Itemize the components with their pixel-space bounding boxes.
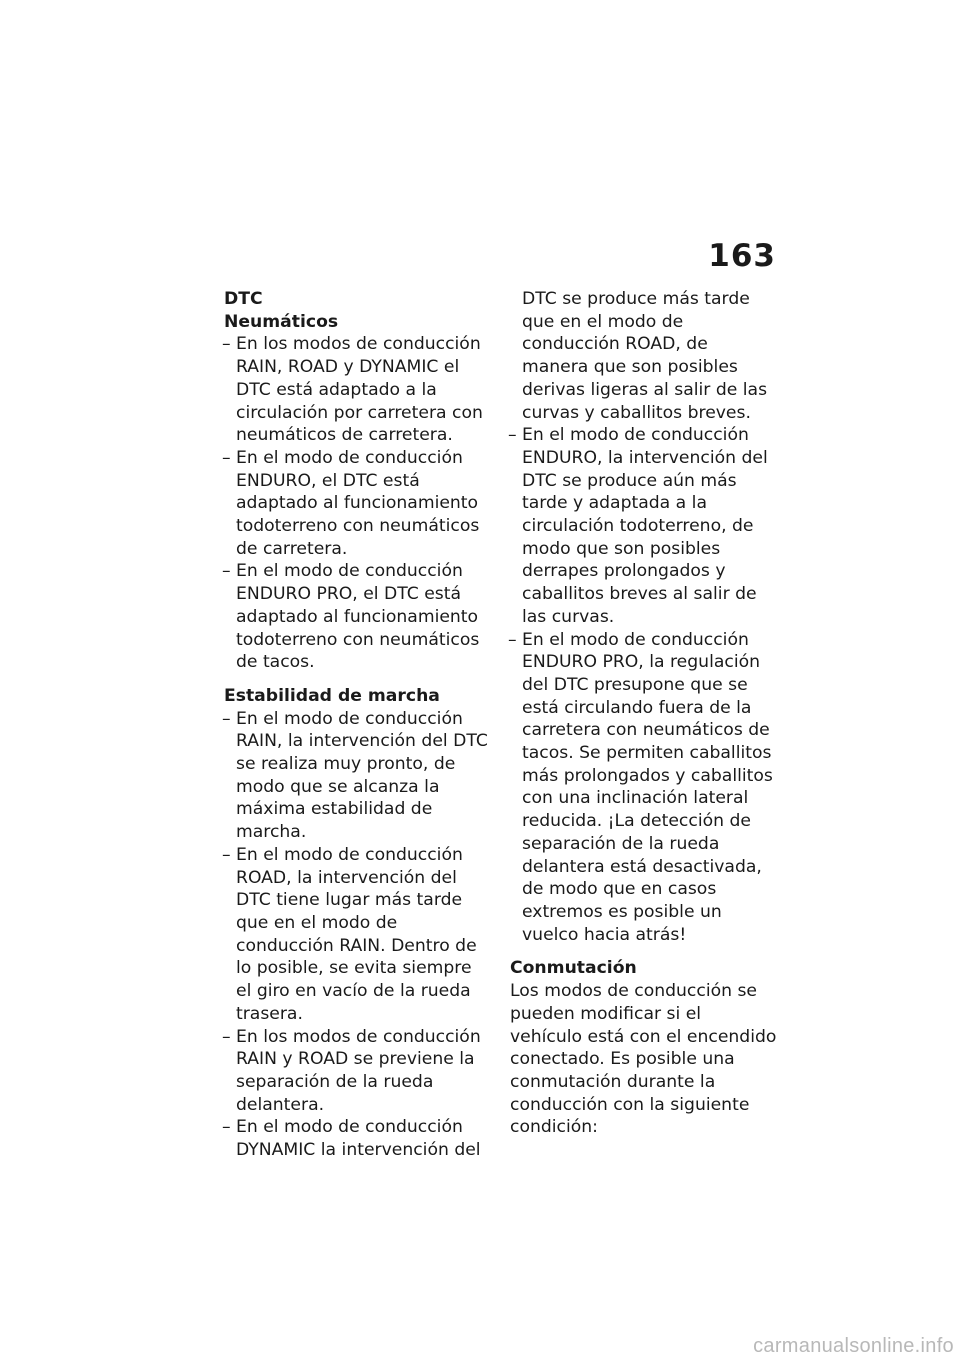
list-item-continued: DTC se produce más tarde que en el modo de conducción ROAD, de manera que son posibles derivas ligeras al salir de las curvas y caballitos breves. <box>522 289 768 423</box>
stability-list-continued <box>510 288 778 946</box>
list-item: – En el modo de conducción ROAD, la intervención del DTC tiene lugar más tarde que en el modo de conducción RAIN. Dentro de lo posible, se evita siempre el giro en vacío de la rueda trasera. <box>224 844 492 1026</box>
section-title-dtc: DTC <box>224 289 263 309</box>
list-item: – En los modos de conducción RAIN y ROAD se previene la separación de la rueda delantera. <box>224 1026 492 1117</box>
list-item: – En el modo de conducción ENDURO PRO, la regulación del DTC presupone que se está circulando fuera de la carretera con neumáticos de tacos. Se permiten caballitos más prolongados y caballitos con una inclinación lateral reducida. ¡La detección de separación de la rueda delantera está desactivada, de modo que en casos extremos es posible un vuelco hacia atrás! <box>510 629 778 947</box>
list-item: – En el modo de conducción DYNAMIC la intervención del <box>224 1116 492 1161</box>
heading-conmutacion: Conmutación <box>510 958 637 979</box>
list-item: – En los modos de conducción RAIN, ROAD y DYNAMIC el DTC está adaptado a la circulación por carretera con neumáticos de carretera. <box>224 333 492 447</box>
heading-neumaticos: Neumáticos <box>224 311 339 332</box>
heading-estabilidad: Estabilidad de marcha <box>224 685 440 706</box>
page-number: 163 <box>708 238 776 274</box>
watermark: carmanualsonline.info <box>753 1335 954 1357</box>
list-item: – En el modo de conducción ENDURO, la intervención del DTC se produce aún más tarde y adaptada a la circulación todoterreno, de modo que son posibles derrapes prolongados y caballitos breves al salir de las curvas. <box>510 424 778 628</box>
list-item: – En el modo de conducción ENDURO PRO, el DTC está adaptado al funcionamiento todoterreno con neumáticos de tacos. <box>224 560 492 674</box>
right-column <box>510 288 778 1139</box>
left-column <box>224 288 492 1162</box>
tyres-list <box>224 333 492 674</box>
stability-list <box>224 708 492 1162</box>
list-item: – En el modo de conducción ENDURO, el DTC está adaptado al funcionamiento todoterreno con neumáticos de carretera. <box>224 447 492 561</box>
list-item: – En el modo de conducción RAIN, la intervención del DTC se realiza muy pronto, de modo que se alcanza la máxima estabilidad de marcha. <box>224 708 492 844</box>
paragraph-conmutacion: Los modos de conducción se pueden modificar si el vehículo está con el encendido conectado. Es posible una conmutación durante la conducción con la siguiente condición: <box>510 981 777 1138</box>
